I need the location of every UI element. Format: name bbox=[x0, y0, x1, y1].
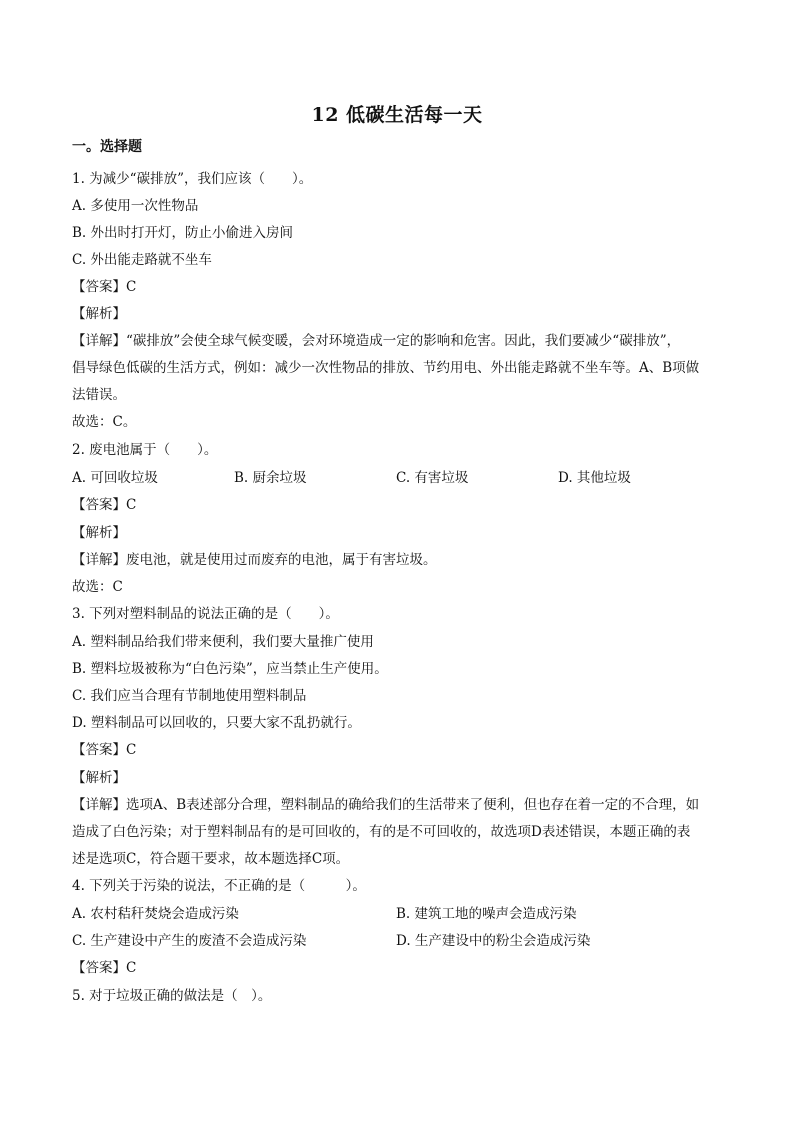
question-3-detail-line-2: 造成了白色污染；对于塑料制品有的是可回收的，有的是不可回收的，故选项D表述错误，本题正确的表 bbox=[72, 824, 691, 840]
question-3-analysis: 【解析】 bbox=[72, 770, 126, 786]
question-1-option-c: C. 外出能走路就不坐车 bbox=[72, 252, 212, 268]
question-1-answer: 【答案】C bbox=[72, 279, 137, 295]
question-3-option-a: A. 塑料制品给我们带来便利，我们要大量推广使用 bbox=[72, 634, 374, 650]
question-4-option-a: A. 农村秸秆焚烧会造成污染 bbox=[72, 906, 239, 922]
question-4-option-b: B. 建筑工地的噪声会造成污染 bbox=[396, 906, 577, 922]
question-3-option-c: C. 我们应当合理有节制地使用塑料制品 bbox=[72, 688, 307, 704]
page-title: 12 低碳生活每一天 bbox=[311, 104, 483, 126]
question-1-option-a: A. 多使用一次性物品 bbox=[72, 198, 199, 214]
question-5-stem: 5. 对于垃圾正确的做法是（ ）。 bbox=[72, 988, 272, 1004]
question-2-choice: 故选：C bbox=[72, 579, 123, 595]
question-2-detail: 【详解】废电池，就是使用过而废弃的电池，属于有害垃圾。 bbox=[72, 552, 437, 568]
question-2-answer: 【答案】C bbox=[72, 497, 137, 513]
question-1-detail-line-1: 【详解】“碳排放”会使全球气候变暖，会对环境造成一定的影响和危害。因此，我们要减少“碳排放”， bbox=[72, 333, 681, 349]
question-3-stem: 3. 下列对塑料制品的说法正确的是（ ）。 bbox=[72, 606, 339, 622]
question-2-option-c: C. 有害垃圾 bbox=[396, 470, 469, 486]
question-1-detail-line-3: 法错误。 bbox=[72, 387, 126, 403]
section-heading: 一。选择题 bbox=[72, 139, 142, 155]
question-3-detail-line-3: 述是选项C，符合题干要求，故本题选择C项。 bbox=[72, 851, 350, 867]
question-2-option-a: A. 可回收垃圾 bbox=[72, 470, 158, 486]
question-4-answer: 【答案】C bbox=[72, 960, 137, 976]
question-4-option-d: D. 生产建设中的粉尘会造成污染 bbox=[396, 933, 591, 949]
question-4-stem: 4. 下列关于污染的说法，不正确的是（ ）。 bbox=[72, 878, 366, 894]
question-1-stem: 1. 为减少“碳排放”，我们应该（ ）。 bbox=[72, 171, 313, 187]
question-3-option-d: D. 塑料制品可以回收的，只要大家不乱扔就行。 bbox=[72, 715, 361, 731]
question-2-option-d: D. 其他垃圾 bbox=[558, 470, 631, 486]
question-2-option-b: B. 厨余垃圾 bbox=[234, 470, 307, 486]
question-3-detail-line-1: 【详解】选项A、B表述部分合理，塑料制品的确给我们的生活带来了便利，但也存在着一定的不合理，如 bbox=[72, 797, 700, 813]
question-4-option-c: C. 生产建设中产生的废渣不会造成污染 bbox=[72, 933, 307, 949]
question-1-analysis: 【解析】 bbox=[72, 306, 126, 322]
question-2-stem: 2. 废电池属于（ ）。 bbox=[72, 442, 218, 458]
question-3-option-b: B. 塑料垃圾被称为“白色污染”，应当禁止生产使用。 bbox=[72, 661, 388, 677]
question-2-analysis: 【解析】 bbox=[72, 525, 126, 541]
question-1-detail-line-2: 倡导绿色低碳的生活方式，例如：减少一次性物品的排放、节约用电、外出能走路就不坐车等。A、B项做 bbox=[72, 360, 700, 376]
question-1-choice: 故选：C。 bbox=[72, 414, 137, 430]
question-1-option-b: B. 外出时打开灯，防止小偷进入房间 bbox=[72, 225, 294, 241]
question-3-answer: 【答案】C bbox=[72, 742, 137, 758]
